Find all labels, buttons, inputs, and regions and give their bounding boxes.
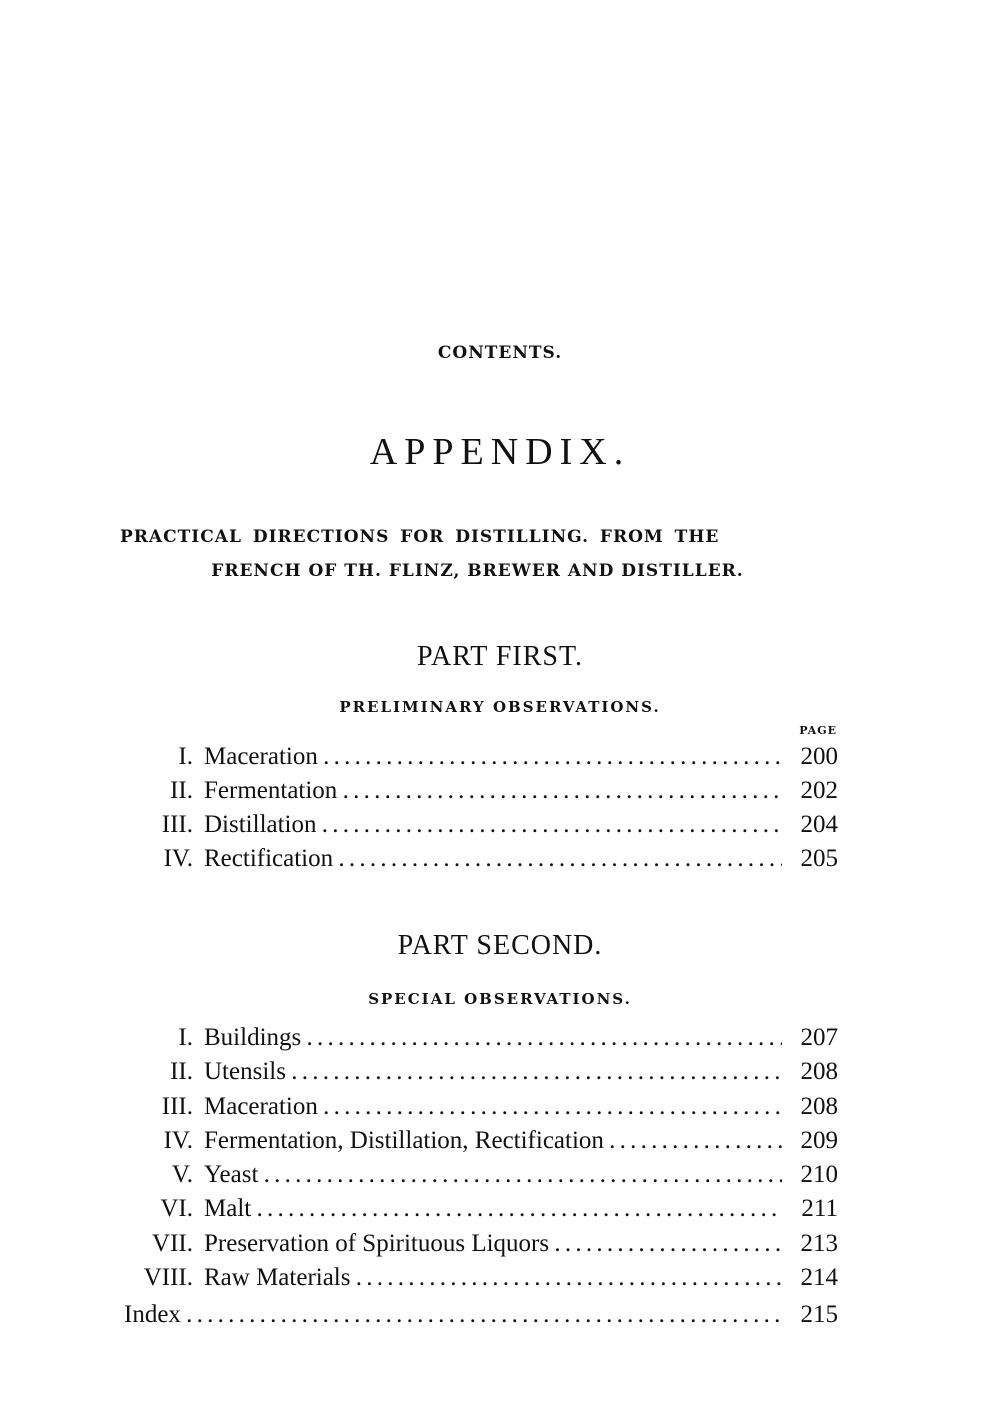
toc-entry	[118, 774, 838, 808]
toc-entry	[118, 842, 838, 876]
toc-entry	[118, 1192, 838, 1226]
toc-entry-title: Maceration . . .	[204, 740, 782, 774]
toc-entry-page: 215	[800, 1301, 838, 1328]
toc-entry-page: 213	[800, 1230, 838, 1257]
toc-entry-page: 205	[800, 845, 838, 872]
toc-entry-number: III.	[161, 811, 193, 838]
toc-entry-title: Malt . . .	[204, 1192, 782, 1226]
toc-entry-title: Rectification . . .	[204, 842, 782, 876]
toc-entry-title: Distillation . . .	[204, 808, 782, 842]
toc-entry-page: 207	[800, 1024, 838, 1051]
toc-entry-title: Fermentation, Distillation, Rectification . . .	[204, 1124, 782, 1158]
appendix-title: APPENDIX.	[369, 431, 631, 473]
toc-entry-title: Index . . .	[124, 1298, 782, 1332]
toc-entry-number: VI.	[160, 1195, 193, 1222]
running-head: CONTENTS.	[437, 343, 563, 363]
toc-entry-title: Yeast . . .	[204, 1158, 782, 1192]
toc-entry-page: 202	[800, 777, 838, 804]
toc-entry-number: IV.	[163, 845, 193, 872]
subtitle-line-1: PRACTICAL DIRECTIONS FOR DISTILLING. FROM THE	[120, 527, 720, 547]
toc-entry-number: I.	[178, 1024, 193, 1051]
toc-entry-title: Fermentation . . .	[204, 774, 782, 808]
part-first-title: PART FIRST.	[417, 641, 583, 672]
part-first-subtitle: PRELIMINARY OBSERVATIONS.	[339, 698, 661, 716]
toc-entry-page: 209	[800, 1127, 838, 1154]
toc-entry	[118, 1124, 838, 1158]
toc-entry	[118, 1055, 838, 1089]
toc-entry-page: 210	[800, 1161, 838, 1188]
toc-entry-page: 211	[801, 1195, 838, 1222]
subtitle-line-2: FRENCH OF TH. FLINZ, BREWER AND DISTILLER.	[211, 561, 744, 581]
toc-entry-page: 214	[800, 1264, 838, 1291]
toc-entry-number: II.	[170, 777, 193, 804]
toc-entry-number: V.	[171, 1161, 193, 1188]
toc-entry-number: IV.	[163, 1127, 193, 1154]
toc-entry-number: I.	[178, 743, 193, 770]
toc-entry-page: 208	[800, 1058, 838, 1085]
toc-entry	[118, 1021, 838, 1055]
toc-entry	[118, 1227, 838, 1261]
toc-entry-number: II.	[170, 1058, 193, 1085]
toc-entry-page: 200	[800, 743, 838, 770]
toc-entry	[118, 1158, 838, 1192]
toc-entry	[118, 740, 838, 774]
toc-entry-title: Buildings . . .	[204, 1021, 782, 1055]
toc-entry	[118, 808, 838, 842]
toc-entry-number: VII.	[152, 1230, 193, 1257]
toc-entry-page: 208	[800, 1093, 838, 1120]
toc-entry-title: Raw Materials . . .	[204, 1261, 782, 1295]
toc-entry	[118, 1261, 838, 1295]
toc-entry-index	[118, 1298, 838, 1332]
part-second-title: PART SECOND.	[397, 930, 603, 961]
toc-entry-page: 204	[800, 811, 838, 838]
toc-entry-title: Utensils . . .	[204, 1055, 782, 1089]
page-column-label: PAGE	[799, 724, 837, 737]
toc-entry	[118, 1090, 838, 1124]
toc-entry-title: Preservation of Spirituous Liquors . . .	[204, 1227, 782, 1261]
toc-entry-number: VIII.	[143, 1264, 193, 1291]
toc-entry-title: Maceration . . .	[204, 1090, 782, 1124]
part-second-subtitle: SPECIAL OBSERVATIONS.	[368, 990, 632, 1008]
toc-entry-number: III.	[161, 1093, 193, 1120]
